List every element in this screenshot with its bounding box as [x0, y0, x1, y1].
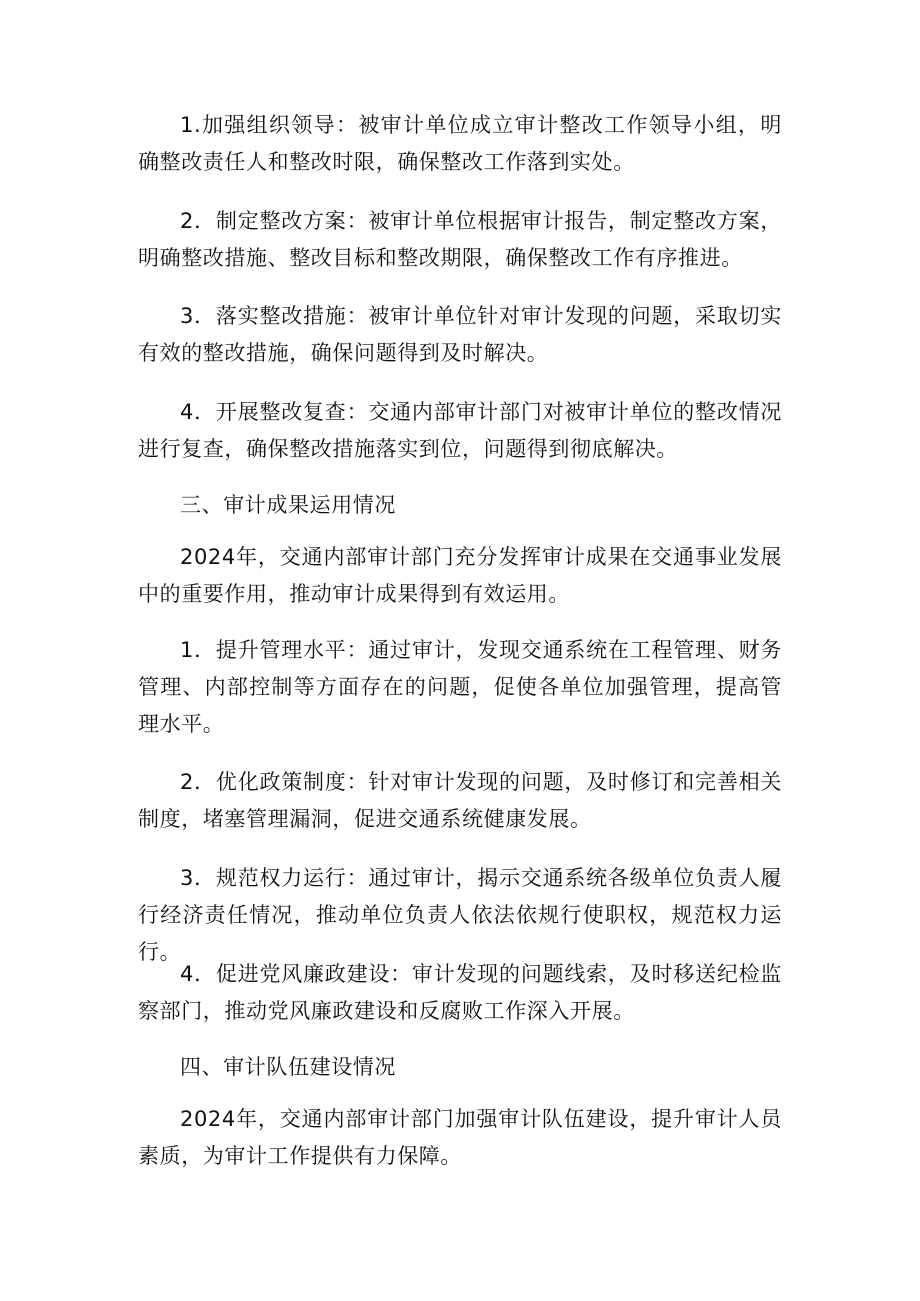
paragraph-rectification-review: 4．开展整改复查：交通内部审计部门对被审计单位的整改情况进行复查，确保整改措施落实到位，问题得到彻底解决。 [138, 400, 782, 461]
paragraph-regulate-power: 3．规范权力运行：通过审计，揭示交通系统各级单位负责人履行经济责任情况，推动单位负责人依法依规行使职权，规范权力运行。 [138, 866, 782, 964]
paragraph-rectification-plan: 2．制定整改方案：被审计单位根据审计报告，制定整改方案，明确整改措施、整改目标和整改期限，确保整改工作有序推进。 [138, 209, 782, 270]
paragraph-anti-corruption: 4．促进党风廉政建设：审计发现的问题线索，及时移送纪检监察部门，推动党风廉政建设和反腐败工作深入开展。 [138, 962, 782, 1023]
paragraph-audit-team-intro: 2024年，交通内部审计部门加强审计队伍建设，提升审计人员素质，为审计工作提供有力保障。 [138, 1107, 782, 1168]
paragraph-improve-management: 1．提升管理水平：通过审计，发现交通系统在工程管理、财务管理、内部控制等方面存在的问题，促使各单位加强管理，提高管理水平。 [138, 638, 782, 736]
section-heading-audit-results: 三、审计成果运用情况 [180, 493, 396, 517]
paragraph-strengthen-leadership: 1.加强组织领导：被审计单位成立审计整改工作领导小组，明确整改责任人和整改时限，确保整改工作落到实处。 [138, 113, 782, 174]
paragraph-optimize-policy: 2．优化政策制度：针对审计发现的问题，及时修订和完善相关制度，堵塞管理漏洞，促进交通系统健康发展。 [138, 770, 782, 831]
section-heading-audit-team: 四、审计队伍建设情况 [180, 1055, 396, 1079]
paragraph-audit-results-intro: 2024年，交通内部审计部门充分发挥审计成果在交通事业发展中的重要作用，推动审计成果得到有效运用。 [138, 545, 782, 606]
paragraph-rectification-measures: 3．落实整改措施：被审计单位针对审计发现的问题，采取切实有效的整改措施，确保问题得到及时解决。 [138, 304, 782, 365]
